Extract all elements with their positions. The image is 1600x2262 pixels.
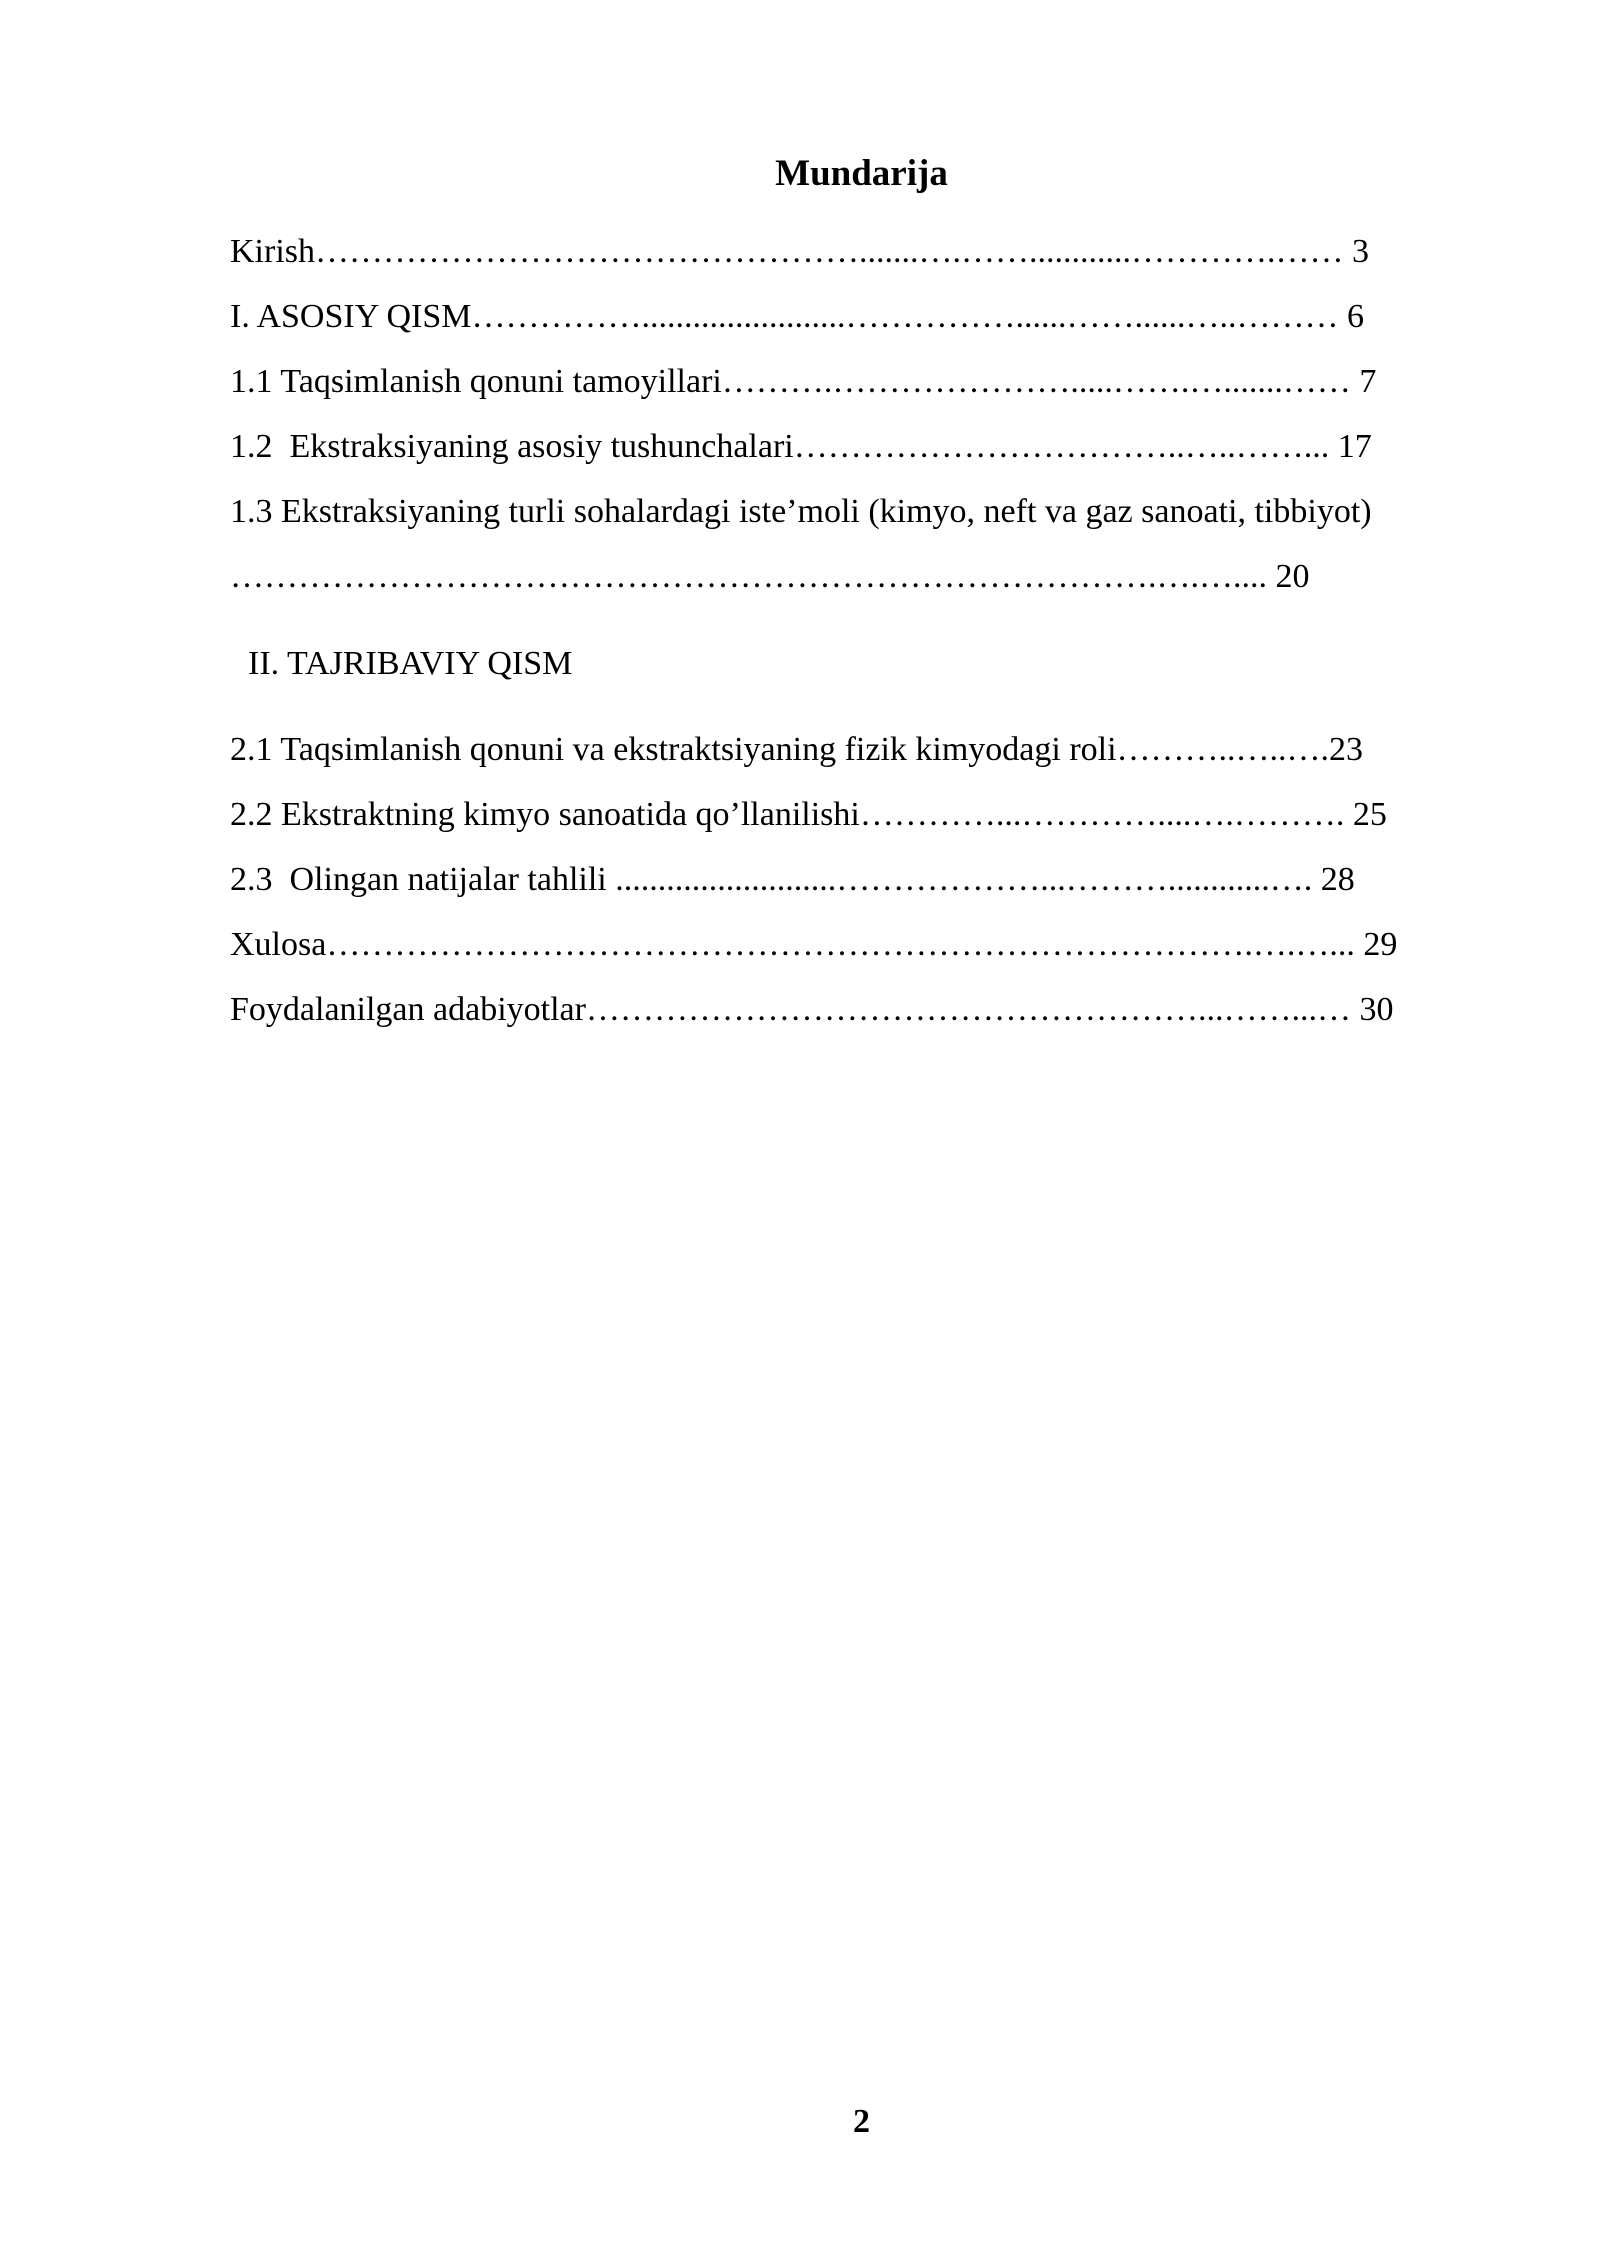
toc-title: Mundarija — [775, 153, 948, 194]
toc-entry-1-3: 1.3 Ekstraksiyaning turli sohalardagi iste’moli (kimyo, neft va gaz sanoati, tibbiyot) — [230, 493, 1372, 530]
toc-entry-xulosa: Xulosa……………………………………………………………………….….…... 29 — [230, 926, 1398, 963]
page-number: 2 — [853, 2103, 870, 2140]
toc-entry-2-2: 2.2 Ekstraktning kimyo sanoatida qo’llanilishi…………...…………....….………. 25 — [230, 796, 1387, 833]
toc-entry-1-3-leader: ……………………………………………………………………….….….... 20 — [230, 558, 1310, 595]
toc-entry-2-3: 2.3 Olingan natijalar tahlili ..........................………………...………............…. 28 — [230, 861, 1355, 898]
toc-entry-asosiy-qism: I. ASOSIY QISM……………........................……………......……......…..……… 6 — [230, 298, 1365, 335]
toc-entry-adabiyotlar: Foydalanilgan adabiyotlar………………………………………………...……...… 30 — [230, 991, 1394, 1028]
toc-entry-tajribaviy-qism: II. TAJRIBAVIY QISM — [248, 645, 573, 682]
toc-entry-1-1: 1.1 Taqsimlanish qonuni tamoyillari……….………………….....…….….......…… 7 — [230, 363, 1377, 400]
toc-entry-kirish: Kirish………………………………………….......….……............………….…… 3 — [230, 233, 1369, 270]
toc-entry-1-2: 1.2 Ekstraksiyaning asosiy tushunchalari……………………………..…..……... 17 — [230, 428, 1372, 465]
toc-entry-2-1: 2.1 Taqsimlanish qonuni va ekstraktsiyaning fizik kimyodagi roli………..…..….23 — [230, 731, 1364, 768]
